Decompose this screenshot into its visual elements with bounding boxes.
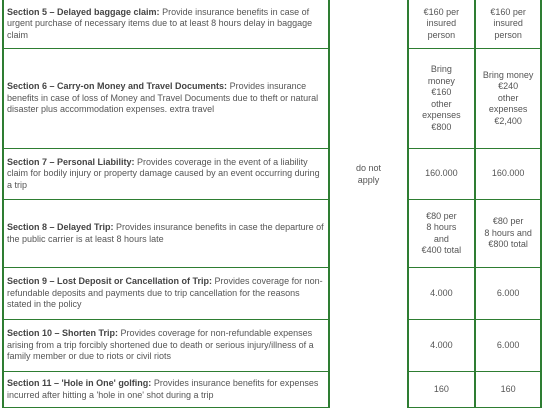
section-description [2, 268, 330, 320]
table-row [2, 268, 542, 320]
section-title: Section 6 – Carry-on Money and Travel Documents: [7, 81, 228, 92]
section-text: Provides insurance benefits in case of loss of Money and Travel Documents due to theft or natural disaster plus accommodation expenses. extra travel [7, 81, 319, 115]
section-description [2, 320, 330, 372]
section-text: Provides insurance benefits for expenses incurred after hitting a 'hole in one' shot during a trip [7, 378, 319, 400]
section-description [2, 149, 330, 200]
section-title: Section 11 – 'Hole in One' golfing: [7, 378, 152, 388]
table-row [2, 49, 542, 149]
empty-cell [330, 49, 406, 149]
empty-cell [330, 200, 406, 268]
section-description [2, 0, 330, 49]
coverage-table [2, 0, 542, 408]
plan-a-value: Bring money €160 other expenses €800 [407, 49, 475, 149]
empty-cell [330, 372, 406, 408]
section-title: Section 10 – Shorten Trip: [7, 328, 119, 339]
plan-a-value: 160 [407, 372, 475, 408]
section-text: Provide insurance benefits in case of urgent purchase of necessary items due to at least 8 hours delay in baggage claim [7, 6, 313, 40]
section-description [2, 200, 330, 268]
empty-cell [330, 0, 406, 49]
table-row [2, 372, 542, 408]
plan-b-value: 6.000 [474, 320, 542, 372]
plan-b-value: 160.000 [474, 149, 542, 200]
plan-b-value: Bring money €240 other expenses €2,400 [474, 49, 542, 149]
section-title: Section 9 – Lost Deposit or Cancellation of Trip: [7, 276, 213, 287]
section-text: Provides insurance benefits in case the departure of the public carrier is at least 8 hours late [7, 222, 324, 244]
plan-a-value: €160 per insured person [407, 0, 475, 49]
section-text: Provides coverage in the event of a liability claim for bodily injury or property damage caused by an event occurring during a trip [7, 156, 320, 190]
section-description [2, 372, 330, 408]
plan-a-value: 4.000 [407, 320, 475, 372]
plan-b-value: 160 [474, 372, 542, 408]
section-title: Section 7 – Personal Liability: [7, 156, 135, 167]
plan-b-value: 6.000 [474, 268, 542, 320]
table-row [2, 0, 542, 49]
section-title: Section 8 – Delayed Trip: [7, 222, 114, 232]
empty-cell [330, 320, 406, 372]
plan-b-value: €80 per 8 hours and €800 total [474, 200, 542, 268]
table-row [2, 149, 542, 200]
section-text: Provides coverage for non-refundable deposits and payments due to trip cancellation for the reasons stated in the policy [7, 276, 323, 310]
section-text: Provides coverage for non-refundable expenses arising from a trip forcibly shortened due to death or serious injury/illness of a family member or due to riots or civil riots [7, 328, 314, 362]
not-applicable-note: do not apply [355, 163, 381, 185]
table-row [2, 200, 542, 268]
plan-a-value: 160.000 [407, 149, 475, 200]
plan-a-value: 4.000 [407, 268, 475, 320]
table-row [2, 320, 542, 372]
section-title: Section 5 – Delayed baggage claim: [7, 6, 160, 17]
plan-b-value: €160 per insured person [474, 0, 542, 49]
plan-a-value: €80 per 8 hours and €400 total [407, 200, 475, 268]
empty-cell [330, 268, 406, 320]
section-description [2, 49, 330, 149]
